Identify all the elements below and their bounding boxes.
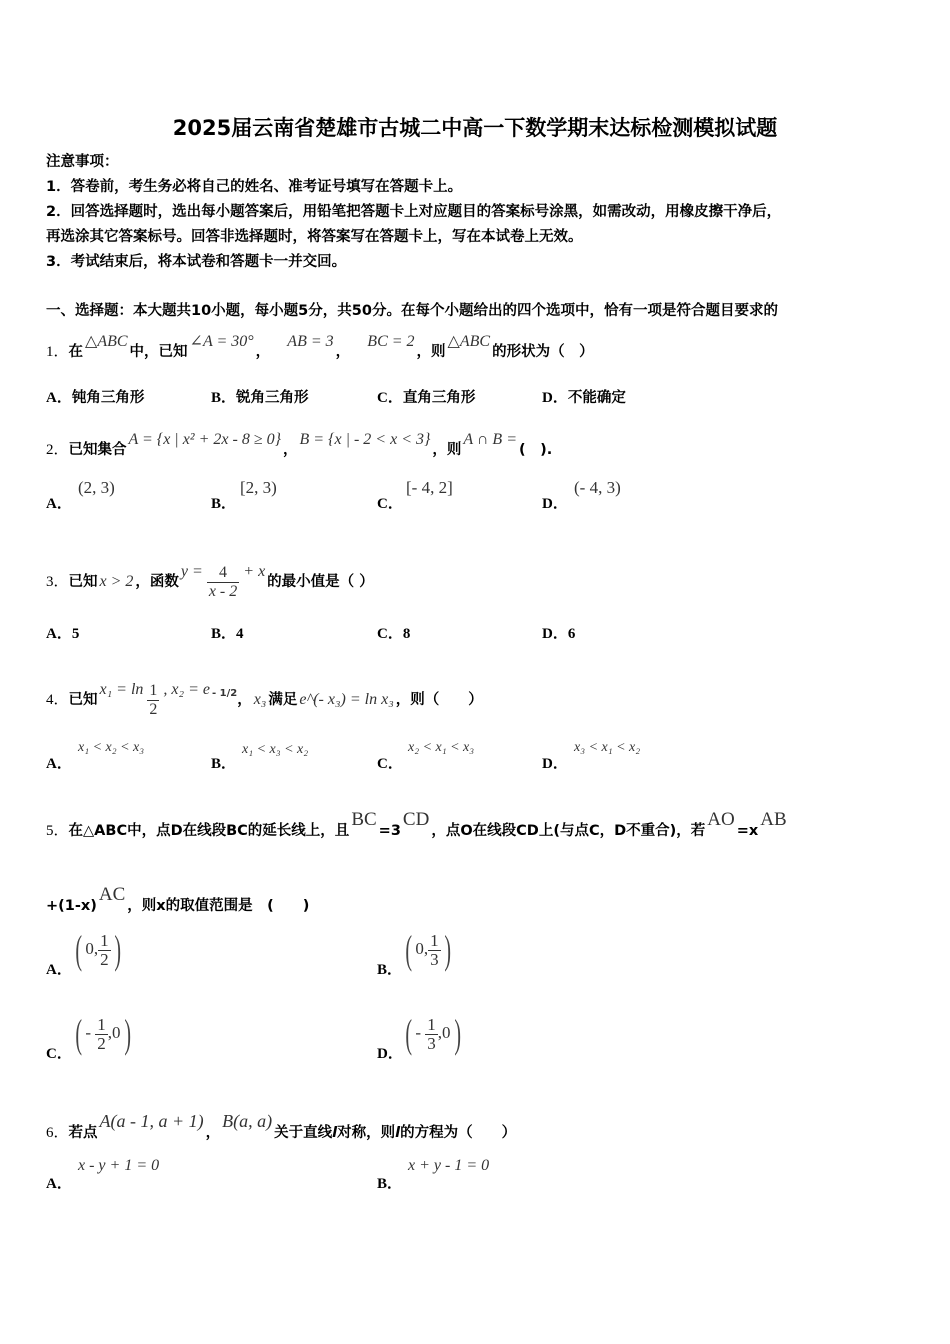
q6-text: 若点 (68, 1125, 98, 1141)
fraction-numerator: 1 (149, 681, 158, 699)
q6-option-a[interactable] (46, 1172, 72, 1193)
q2-option-b[interactable] (211, 492, 236, 513)
q3-option-d[interactable] (542, 622, 575, 643)
q4-fraction (145, 682, 161, 719)
interval-prefix: 0, (85, 938, 99, 958)
option-label: B． (211, 496, 237, 512)
q6-option-b[interactable] (377, 1172, 402, 1193)
q2-option-c-math: [- 4, 2] (406, 478, 453, 497)
q1-text: 的形状为（ ） (492, 344, 594, 360)
q6-math-point-b: B(a, a) (222, 1111, 273, 1131)
q5-option-a[interactable] (46, 958, 72, 979)
q1-option-c[interactable] (377, 386, 475, 407)
option-text: 5 (71, 626, 80, 642)
question-number: 6． (46, 1125, 69, 1141)
q4-option-c[interactable] (377, 752, 403, 773)
q1-sep: ， (335, 344, 351, 360)
q4-option-d[interactable] (542, 752, 568, 773)
q2-math-set-a: A = {x | x² + 2x - 8 ≥ 0} (128, 431, 281, 448)
q5-text: =3 (378, 823, 401, 839)
q1-math-triangle: △ABC (447, 333, 491, 350)
q1-option-b[interactable] (211, 386, 309, 407)
q2-option-d[interactable] (542, 492, 568, 513)
interval-fraction (95, 1016, 108, 1053)
option-text: 8 (402, 626, 411, 642)
q3-math-rhs: + x (243, 563, 266, 580)
interval-prefix: - (415, 1022, 421, 1042)
q3-text: ，函数 (135, 574, 179, 590)
q2-option-a[interactable] (46, 492, 72, 513)
q4-sep: ， (237, 692, 252, 708)
q5-option-b[interactable] (377, 958, 402, 979)
q4-math-eq: e^(- x₃) = ln x₃ (299, 691, 394, 708)
q2-option-b-math: [2, 3) (240, 478, 277, 497)
q5-text: 在△ABC中，点D在线段BC的延长线上，且 (68, 823, 350, 839)
question-number: 4． (46, 692, 69, 708)
q1-math-ab: AB = 3 (287, 333, 334, 350)
page-title: 2025届云南省楚雄市古城二中高一下数学期末达标检测模拟试题 (172, 116, 778, 140)
question-6 (46, 1111, 516, 1143)
q1-math-triangle: △ABC (85, 333, 128, 350)
paren-left-icon: ( (75, 927, 82, 972)
option-label: A． (46, 496, 72, 512)
fraction-numerator: 1 (427, 1014, 436, 1034)
option-text: 钝角三角形 (71, 390, 145, 406)
option-text: 直角三角形 (402, 390, 476, 406)
paren-right-icon: ) (443, 927, 451, 972)
q6-sep: ， (205, 1125, 221, 1141)
fraction-denominator: 3 (427, 1033, 436, 1053)
question-number: 3． (46, 574, 69, 590)
q3-text: 已知 (68, 574, 98, 590)
q4-math-x3: x₃ (253, 691, 267, 708)
option-text: 6 (567, 626, 576, 642)
interval-prefix: 0, (415, 938, 429, 958)
question-2 (46, 430, 552, 460)
q2-text: ，则 (432, 442, 462, 458)
paren-left-icon: ( (75, 1011, 82, 1056)
option-label: D． (542, 390, 568, 406)
q2-text: ( ). (519, 442, 553, 458)
option-text: 不能确定 (567, 390, 626, 406)
question-5-cont (46, 885, 309, 916)
q5-text: =x (736, 823, 759, 839)
q1-sep: ， (255, 344, 271, 360)
option-label: D． (542, 756, 568, 772)
q5-text: ，点O在线段CD上(与点C，D不重合)，若 (431, 823, 706, 839)
paren-left-icon: ( (405, 1011, 412, 1056)
question-3 (46, 562, 374, 601)
q5-vector-ab: AB (760, 809, 787, 830)
q2-math-intersection: A ∩ B = (463, 431, 517, 448)
q2-sep: ， (283, 442, 298, 458)
q5-text: ，则x的取值范围是 ( ) (127, 898, 310, 914)
option-label: C． (377, 496, 403, 512)
q4-option-c-math: x₂ < x₁ < x₃ (408, 740, 475, 755)
interval-suffix: ,0 (437, 1022, 451, 1042)
interval-fraction (98, 932, 111, 969)
q5-vector-ao: AO (707, 809, 735, 830)
section-heading: 一、选择题：本大题共10小题，每小题5分，共50分。在每个小题给出的四个选项中，恰有一项是符合题目要求的 (46, 303, 778, 319)
q2-math-set-b: B = {x | - 2 < x < 3} (299, 431, 431, 448)
q2-option-d-math: (- 4, 3) (574, 478, 621, 497)
question-number: 2． (46, 442, 69, 458)
notice-item: 2．回答选择题时，选出每小题答案后，用铅笔把答题卡上对应题目的答案标号涂黑，如需改动，用橡皮擦干净后， (46, 204, 782, 220)
notice-item: 再选涂其它答案标号。回答非选择题时，将答案写在答题卡上，写在本试卷上无效。 (46, 229, 583, 245)
q5-option-a-math (72, 927, 124, 972)
q6-text: 对称，则 (337, 1125, 396, 1141)
option-label: A． (46, 756, 72, 772)
option-label: A． (46, 390, 72, 406)
option-label: B． (211, 756, 237, 772)
option-label: D． (377, 1046, 403, 1062)
paren-right-icon: ) (113, 927, 121, 972)
q4-math-x2: , x₂ = e (163, 681, 210, 698)
q4-option-a[interactable] (46, 752, 72, 773)
option-text: 锐角三角形 (236, 390, 309, 406)
option-label: C． (46, 1046, 72, 1062)
q1-option-d[interactable] (542, 386, 626, 407)
q3-text: 的最小值是（ ） (267, 574, 374, 590)
q3-fraction (205, 564, 241, 601)
q6-math-point-a: A(a - 1, a + 1) (99, 1111, 204, 1131)
fraction-denominator: 3 (430, 949, 439, 969)
q3-option-b[interactable] (211, 622, 244, 643)
fraction-denominator: 2 (97, 1033, 106, 1053)
fraction-denominator: 2 (100, 949, 109, 969)
option-label: B． (377, 1176, 403, 1192)
interval-suffix: ,0 (107, 1022, 121, 1042)
q4-option-a-math: x₁ < x₂ < x₃ (78, 740, 145, 755)
q5-option-b-math (402, 927, 454, 972)
notice-item: 3．考试结束后，将本试卷和答题卡一并交回。 (46, 254, 347, 270)
q3-option-a[interactable] (46, 622, 79, 643)
q4-exponent: - 1/2 (211, 688, 238, 699)
question-number: 5． (46, 823, 69, 839)
q3-math-lhs: y = (180, 563, 203, 580)
option-label: A． (46, 962, 72, 978)
q6-text: 的方程为（ ） (400, 1125, 517, 1141)
q3-math-cond: x > 2 (99, 573, 134, 590)
question-number: 1． (46, 344, 69, 360)
question-4 (46, 680, 483, 719)
q5-vector-cd: CD (402, 809, 430, 830)
q4-option-d-math: x₃ < x₁ < x₂ (574, 740, 641, 755)
interval-fraction (428, 932, 441, 969)
option-label: C． (377, 626, 403, 642)
interval-fraction (425, 1016, 438, 1053)
option-label: A． (46, 1176, 72, 1192)
q6-option-b-math: x + y - 1 = 0 (408, 1157, 490, 1174)
option-text: 4 (236, 626, 244, 642)
q5-vector-bc: BC (351, 809, 377, 830)
q4-option-b-math: x₁ < x₃ < x₂ (242, 742, 309, 757)
q2-option-a-math: (2, 3) (78, 478, 115, 497)
fraction-numerator: 1 (100, 930, 109, 950)
q1-text: 中，已知 (129, 344, 188, 360)
option-label: C． (377, 756, 403, 772)
option-label: D． (542, 626, 568, 642)
q5-option-c-math (72, 1011, 134, 1056)
fraction-denominator: 2 (149, 700, 158, 718)
q3-option-c[interactable] (377, 622, 410, 643)
q4-text: 满足 (268, 692, 298, 708)
q1-text: ，则 (416, 344, 446, 360)
q4-option-b[interactable] (211, 752, 236, 773)
option-label: D． (542, 496, 568, 512)
fraction-numerator: 1 (97, 1014, 106, 1034)
paren-right-icon: ) (123, 1011, 131, 1056)
q5-text: +(1-x) (46, 898, 97, 914)
question-1 (46, 332, 594, 362)
q2-text: 已知集合 (68, 442, 127, 458)
q5-option-d[interactable] (377, 1042, 403, 1063)
notice-item: 1．答卷前，考生务必将自己的姓名、准考证号填写在答题卡上。 (46, 179, 463, 195)
q1-math-angle: ∠A = 30° (189, 333, 254, 350)
fraction-numerator: 1 (430, 930, 439, 950)
q6-text: 关于直线 (274, 1125, 333, 1141)
interval-prefix: - (85, 1022, 91, 1042)
option-label: B． (211, 390, 237, 406)
q5-option-d-math (402, 1011, 464, 1056)
q1-option-a[interactable] (46, 386, 144, 407)
q6-option-a-math: x - y + 1 = 0 (78, 1157, 160, 1174)
option-label: C． (377, 390, 403, 406)
paren-right-icon: ) (453, 1011, 461, 1056)
q4-text: 已知 (68, 692, 98, 708)
q1-math-bc: BC = 2 (367, 333, 415, 350)
notice-heading: 注意事项： (46, 154, 119, 170)
fraction-denominator: x - 2 (208, 582, 238, 600)
q2-option-c[interactable] (377, 492, 403, 513)
q6-line-l: l (332, 1125, 338, 1141)
option-label: B． (377, 962, 403, 978)
paren-left-icon: ( (405, 927, 412, 972)
fraction-numerator: 4 (207, 564, 239, 583)
q4-text: ，则（ ） (395, 692, 483, 708)
option-label: B． (211, 626, 237, 642)
q5-option-c[interactable] (46, 1042, 72, 1063)
q5-vector-ac: AC (98, 884, 126, 905)
option-label: A． (46, 626, 72, 642)
q6-line-l: l (395, 1125, 401, 1141)
q1-text: 在 (68, 344, 84, 360)
question-5 (46, 810, 789, 841)
q4-math-x1: x₁ = ln (99, 681, 144, 698)
